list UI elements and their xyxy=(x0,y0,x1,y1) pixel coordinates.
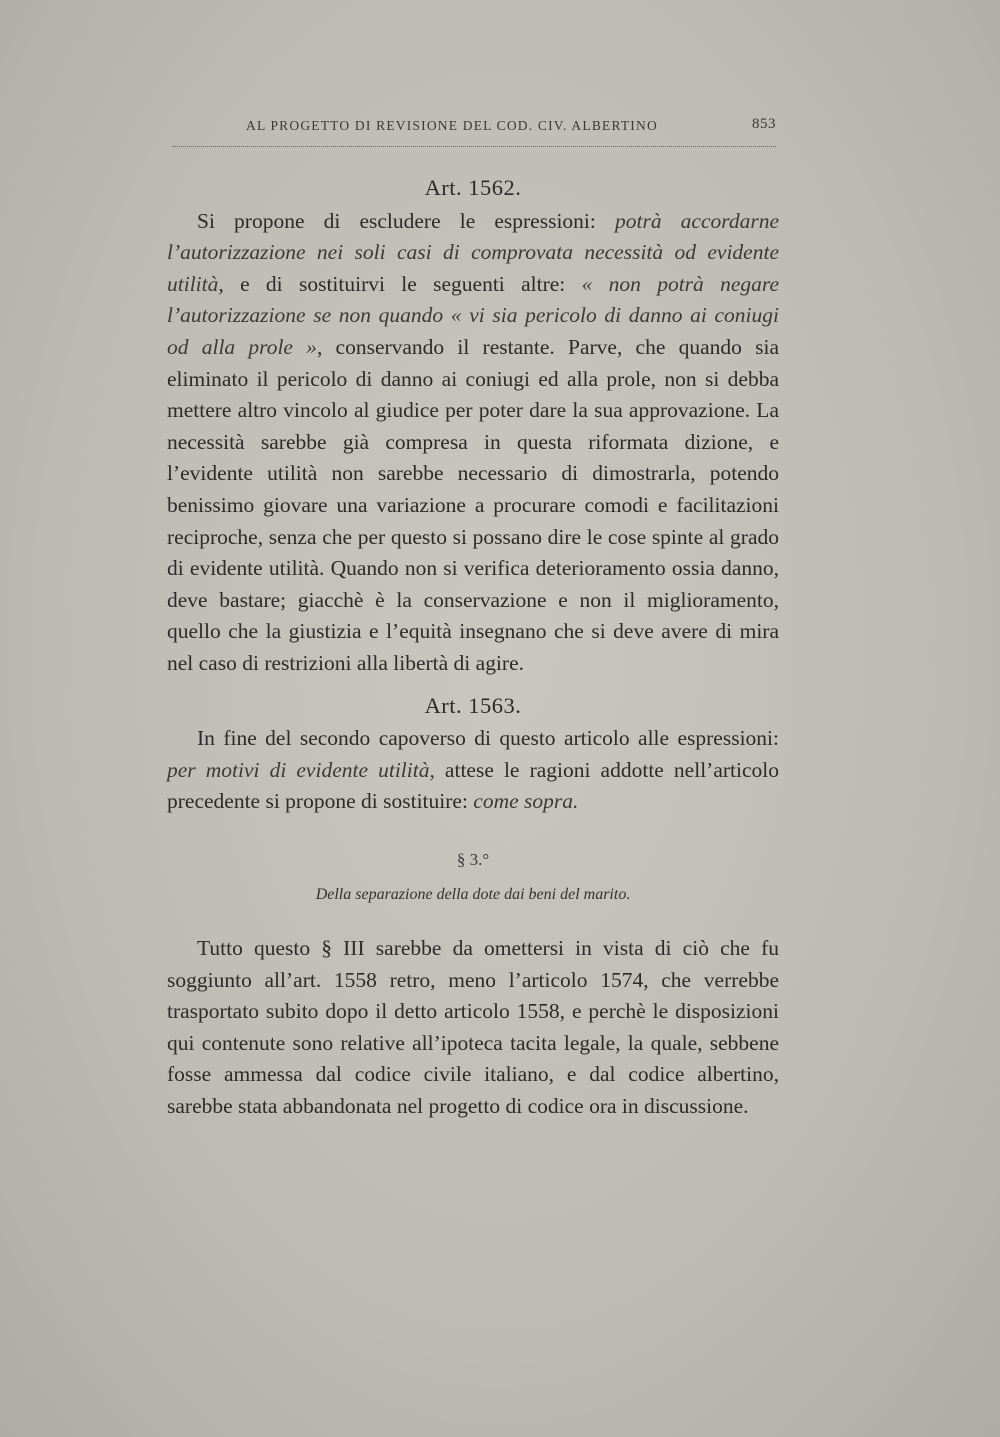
text-run: In fine del secondo capoverso di questo articolo alle espressioni: xyxy=(197,726,779,751)
text-run: , e di sostituirvi le seguenti altre: xyxy=(218,271,582,296)
italic-quote: « non potrà negare l’autorizzazione se non quando « vi sia pericolo di danno ai coniugi od alla prole » xyxy=(167,271,779,359)
running-title: AL PROGETTO DI REVISIONE DEL COD. CIV. ALBERTINO xyxy=(246,118,658,133)
section-number: § 3.° xyxy=(456,849,490,869)
body-text xyxy=(167,168,779,1123)
article-1562-heading: Art. 1562. xyxy=(424,175,522,200)
article-1562-paragraph xyxy=(167,206,779,680)
header-rule xyxy=(172,146,776,147)
article-1563-heading: Art. 1563. xyxy=(424,692,522,718)
italic-run: potrà accordarne l’autorizzazione nei soli casi di comprovata necessità od evidente utilità xyxy=(167,208,780,296)
italic-run: per motivi di evidente utilità, xyxy=(167,757,435,782)
page-number: 853 xyxy=(752,116,776,132)
italic-run: come sopra. xyxy=(473,789,579,814)
article-1563-paragraph xyxy=(167,723,779,818)
text-run: Si propone di escludere le espressioni: xyxy=(197,208,615,233)
section-title: Della separazione della dote dai beni del marito. xyxy=(315,886,631,904)
text-run: , conservando il restante. Parve, che quando sia eliminato il pericolo di danno ai coniugi ed alla prole, non si debba mettere altro vincolo al giudice per poter dare la sua approvazione. La necessità sarebbe già compresa in questa riformata dizione, e l’evidente utilità non sarebbe necessario di dimostrarla, potendo benissimo giovare una variazione a procurare comodi e facilitazioni reciproche, senza che per questo si possano dire le cose spinte al grado di evidente utilità. Quando non si verifica deterioramento ossia danno, deve bastare; giacchè è la conservazione e non il miglioramento, quello che la giustizia e l’equità insegnano che si deve avere di mira nel caso di restrizioni alla libertà di agire. xyxy=(167,334,779,675)
closing-paragraph: Tutto questo § III sarebbe da omettersi in vista di ciò che fu soggiunto all’art. 1558 retro, meno l’articolo 1574, che verrebbe trasportato subito dopo il detto articolo 1558, e perchè le disposizioni qui contenute sono relative all’ipoteca tacita legale, la quale, sebbene fosse ammessa dal codice civile italiano, e dal codice albertino, sarebbe stata abbandonata nel progetto di codice ora in discussione. xyxy=(167,936,779,1119)
text-run: attese le ragioni addotte nell’articolo precedente si propone di sostituire: xyxy=(167,757,779,814)
